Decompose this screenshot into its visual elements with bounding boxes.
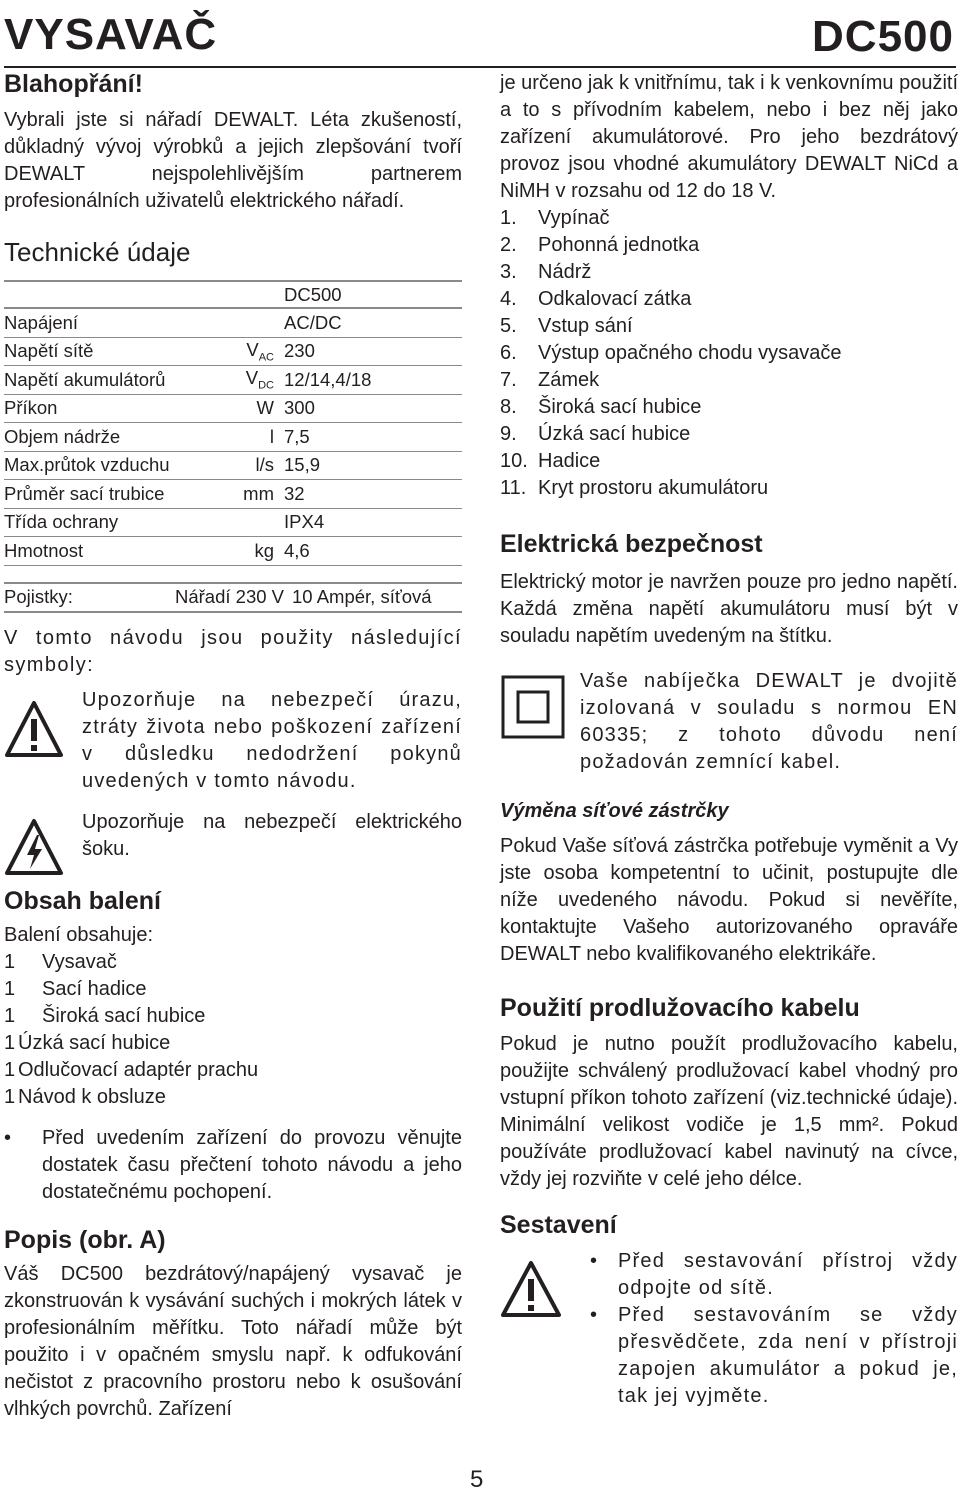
double-insulation-row (500, 668, 958, 776)
warning-text: Upozorňuje na nebezpečí úrazu, ztráty života nebo poškození zařízení v důsledku nedodržení pokynů uvedených v tomto návodu. (82, 688, 462, 792)
package-item-name: Vysavač (42, 950, 117, 973)
spec-unit (234, 451, 284, 480)
spec-value: 7,5 (284, 423, 462, 452)
spec-table (4, 280, 462, 566)
assembly-heading: Sestavení (500, 1211, 617, 1239)
spec-unit (234, 394, 284, 423)
spec-row (4, 480, 462, 509)
part-number: 11. (500, 477, 527, 499)
spec-value: AC/DC (284, 308, 462, 337)
assembly-bullets (590, 1248, 958, 1410)
part-number: 3. (500, 261, 517, 283)
warning-symbol-row (4, 687, 462, 795)
fuse-tool: Nářadí 230 V (174, 586, 284, 607)
assembly-bullet-text: Před sestavováním se vždy přesvědčete, zda není v přístroji zapojen akumulátor a pokud je, tak jej vyjměte. (618, 1304, 958, 1407)
shock-text: Upozorňuje na nebezpečí elektrického šoku. (82, 810, 462, 860)
part-item (500, 286, 958, 313)
spec-row (4, 366, 462, 395)
part-item (500, 475, 958, 502)
spec-label: Max.průtok vzduchu (4, 451, 234, 480)
part-number: 2. (500, 234, 517, 256)
spec-value: 4,6 (284, 537, 462, 566)
spec-row (4, 451, 462, 480)
package-item (4, 1030, 462, 1057)
assembly-bullet (590, 1302, 958, 1410)
spec-value: IPX4 (284, 508, 462, 537)
package-item-qty: 1 (4, 1004, 16, 1027)
part-number: 4. (500, 288, 517, 310)
part-name: Nádrž (538, 261, 592, 283)
spec-row (4, 423, 462, 452)
package-item-qty: 1 (4, 1085, 16, 1108)
intro-text: Vybrali jste si nářadí DEWALT. Léta zkušeností, důkladný vývoj výrobků a jejich zlepšování tvoří DEWALT nejspolehlivějším partnerem profesionálních uživatelů elektrického nářadí. (4, 109, 462, 212)
fuse-label: Pojistky: (4, 586, 73, 607)
part-item (500, 259, 958, 286)
package-intro: Balení obsahuje: (4, 923, 154, 946)
spec-label: Příkon (4, 394, 234, 423)
package-item-qty: 1 (4, 977, 16, 1000)
part-name: Pohonná jednotka (538, 234, 700, 256)
left-column (4, 68, 462, 1423)
part-number: 6. (500, 342, 517, 364)
spec-row (4, 337, 462, 366)
spec-unit (234, 308, 284, 337)
double-insulation-text: Vaše nabíječka DEWALT je dvojitě izolovaná v souladu s normou EN 60335; z tohoto důvodu není požadován zemnící kabel. (580, 670, 958, 773)
spec-label: Hmotnost (4, 537, 234, 566)
spec-row (4, 508, 462, 537)
description-continued: je určeno jak k vnitřnímu, tak i k venkovnímu použití a to s přívodním kabelem, nebo i bez něj jako zařízení akumulátorové. Pro jeho bezdrátový provoz jsou vhodné akumulátory DEWALT NiCd a NiMH v rozsahu od 12 do 18 V. (500, 72, 958, 202)
spec-unit (234, 508, 284, 537)
fuse-row (4, 582, 462, 613)
spec-label: Napájení (4, 308, 234, 337)
electric-heading: Elektrická bezpečnost (500, 530, 763, 558)
spec-value: 15,9 (284, 451, 462, 480)
part-item (500, 232, 958, 259)
spec-unit-text: kg (254, 539, 274, 561)
spec-unit-text: l/s (255, 454, 274, 476)
spec-label: Průměr sací trubice (4, 480, 234, 509)
package-item-qty: 1 (4, 1031, 16, 1054)
package-item (4, 949, 462, 976)
part-name: Kryt prostoru akumulátoru (538, 477, 769, 499)
spec-value: 12/14,4/18 (284, 366, 462, 395)
shock-symbol-row (4, 809, 462, 877)
part-name: Hadice (538, 450, 601, 472)
spec-unit-sub: DC (258, 380, 274, 393)
package-item-qty: 1 (4, 950, 16, 973)
part-name: Zámek (538, 369, 600, 391)
spec-row (4, 394, 462, 423)
spec-value: 300 (284, 394, 462, 423)
spec-label: Napětí akumulátorů (4, 366, 234, 395)
assembly-warning-icon (500, 1260, 562, 1318)
spec-label: Napětí sítě (4, 337, 234, 366)
package-bullet (4, 1125, 462, 1206)
right-column (500, 68, 958, 1410)
part-number: 5. (500, 315, 517, 337)
part-name: Výstup opačného chodu vysavače (538, 342, 842, 364)
spec-header-row (4, 281, 462, 308)
spec-model-header: DC500 (284, 281, 462, 308)
package-list (4, 949, 462, 1111)
fuse-value: 10 Ampér, síťová (292, 586, 432, 607)
spec-unit (234, 480, 284, 509)
package-bullet-text: Před uvedením zařízení do provozu věnujte dostatek času přečtení tohoto návodu a jeho dostatečnému pochopení. (42, 1126, 462, 1203)
part-item (500, 448, 958, 475)
bullet-mark: • (590, 1250, 598, 1272)
electric-text: Elektrický motor je navržen pouze pro jedno napětí. Každá změna napětí akumulátoru musí být v souladu napětím uvedeným na štítku. (500, 571, 958, 647)
package-item (4, 1057, 462, 1084)
package-item (4, 1003, 462, 1030)
package-item-name: Široká sací hubice (42, 1004, 206, 1027)
spec-unit-text: V (246, 338, 259, 360)
page-number: 5 (470, 1466, 484, 1493)
part-name: Vypínač (538, 207, 610, 229)
description-heading: Popis (obr. A) (4, 1225, 166, 1254)
spec-unit (234, 366, 284, 395)
spec-value: 230 (284, 337, 462, 366)
symbols-intro: V tomto návodu jsou použity následující symboly: (4, 626, 462, 676)
spec-unit-text: l (269, 425, 274, 447)
part-item (500, 394, 958, 421)
part-item (500, 421, 958, 448)
spec-row (4, 308, 462, 337)
extension-heading: Použití prodlužovacího kabelu (500, 994, 860, 1022)
spec-unit-text: V (245, 367, 259, 389)
assembly-row (500, 1248, 958, 1410)
package-item-qty: 1 (4, 1058, 16, 1081)
plug-heading: Výměna síťové zástrčky (500, 800, 729, 822)
model-title: DC500 (812, 12, 954, 61)
part-number: 8. (500, 396, 517, 418)
part-number: 7. (500, 369, 517, 391)
part-name: Široká sací hubice (538, 396, 702, 418)
bullet-mark: • (590, 1304, 598, 1326)
part-item (500, 367, 958, 394)
spec-unit (234, 423, 284, 452)
warning-triangle-icon (4, 699, 64, 759)
part-number: 9. (500, 423, 517, 445)
intro-heading: Blahopřání! (4, 70, 143, 98)
part-item (500, 340, 958, 367)
package-heading: Obsah balení (4, 886, 161, 915)
package-item-name: Návod k obsluze (18, 1085, 166, 1108)
package-item (4, 1084, 462, 1111)
spec-unit-text: mm (243, 482, 274, 504)
spec-unit (234, 337, 284, 366)
part-name: Úzká sací hubice (538, 423, 691, 445)
spec-unit-sub: AC (258, 351, 274, 364)
assembly-bullet-text: Před sestavování přístroj vždy odpojte od sítě. (618, 1250, 958, 1299)
spec-value: 32 (284, 480, 462, 509)
part-number: 10. (500, 450, 528, 472)
package-item (4, 976, 462, 1003)
part-name: Vstup sání (538, 315, 633, 337)
bullet-mark: • (4, 1126, 12, 1149)
part-item (500, 205, 958, 232)
part-number: 1. (500, 207, 517, 229)
package-item-name: Úzká sací hubice (18, 1031, 171, 1054)
part-name: Odkalovací zátka (538, 288, 692, 310)
electric-shock-icon (4, 817, 64, 877)
spec-unit-text: W (256, 397, 274, 419)
spec-row (4, 537, 462, 566)
spec-label: Třída ochrany (4, 508, 234, 537)
spec-label: Objem nádrže (4, 423, 234, 452)
spec-unit (234, 537, 284, 566)
double-insulation-icon (500, 674, 566, 740)
parts-list (500, 205, 958, 502)
assembly-bullet (590, 1248, 958, 1302)
package-item-name: Odlučovací adaptér prachu (18, 1058, 259, 1081)
package-item-name: Sací hadice (42, 977, 147, 1000)
extension-text: Pokud je nutno použít prodlužovacího kabelu, použijte schválený prodlužovací kabel vhodný pro vstupní příkon tohoto zařízení (viz.technické údaje). Minimální velikost vodiče je 1,5 mm². Pokud používáte prodlužovací kabel navinutý na cívce, vždy jej rozviňte v celé jeho délce. (500, 1033, 958, 1190)
tech-heading: Technické údaje (4, 237, 191, 267)
page-title: VYSAVAČ (4, 10, 218, 59)
part-item (500, 313, 958, 340)
description-text: Váš DC500 bezdrátový/napájený vysavač je zkonstruován k vysávání suchých i mokrých látek v profesionálním měřítku. Toto nářadí může být použito i v opačném smyslu např. k odfukování nečistot z pracovního prostoru nebo k osušování vlhkých povrchů. Zařízení (4, 1262, 462, 1420)
plug-text: Pokud Vaše síťová zástrčka potřebuje vyměnit a Vy jste osoba kompetentní to učinit, postupujte dle níže uvedeného návodu. Pokud si nevěříte, kontaktujte Vašeho autorizovaného opraváře DEWALT nebo kvalifikovaného elektrikáře. (500, 835, 958, 965)
